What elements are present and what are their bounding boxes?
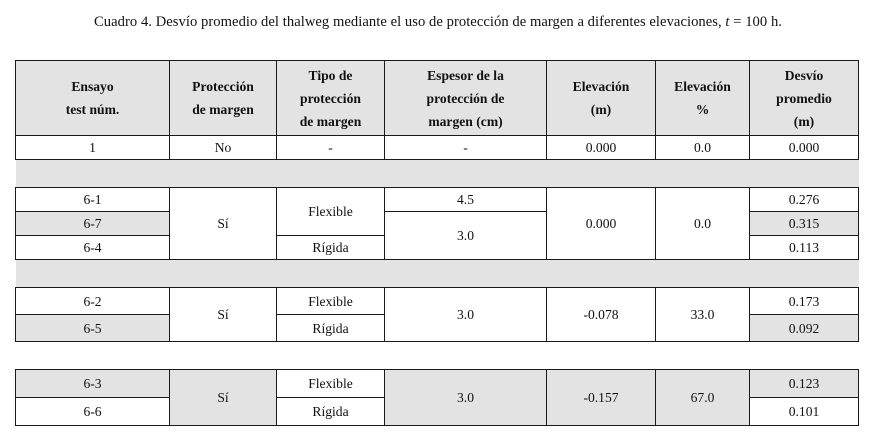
- cell-proteccion: Sí: [170, 370, 277, 426]
- separator-row: [16, 342, 859, 370]
- header-espesor: Espesor de la protección de margen (cm): [385, 61, 547, 136]
- separator-cell: [16, 260, 859, 288]
- cell-elev-m: -0.157: [547, 370, 656, 426]
- cell-desvio: 0.113: [750, 236, 859, 260]
- caption-prefix: Cuadro 4. Desvío promedio del thalweg mediante el uso de protección de margen a diferentes elevaciones,: [93, 14, 726, 30]
- cell-test: 6-4: [16, 236, 170, 260]
- cell-tipo: Flexible: [277, 188, 385, 236]
- cell-elev-m: -0.078: [547, 288, 656, 342]
- cell-proteccion: No: [170, 136, 277, 160]
- table-row: [16, 288, 859, 315]
- header-tipo: Tipo de protección de margen: [277, 61, 385, 136]
- cell-elev-m: 0.000: [547, 136, 656, 160]
- cell-tipo: Flexible: [277, 370, 385, 398]
- table-caption: [0, 14, 876, 31]
- cell-proteccion: Sí: [170, 288, 277, 342]
- cell-test: 6-6: [16, 398, 170, 426]
- cell-espesor: 4.5: [385, 188, 547, 212]
- cell-tipo: Rígida: [277, 236, 385, 260]
- header-ensayo: Ensayo test núm.: [16, 61, 170, 136]
- cell-elev-pct: 0.0: [656, 136, 750, 160]
- cell-test: 6-3: [16, 370, 170, 398]
- cell-test: 6-7: [16, 212, 170, 236]
- cell-elev-pct: 0.0: [656, 188, 750, 260]
- cell-espesor: 3.0: [385, 288, 547, 342]
- cell-desvio: 0.101: [750, 398, 859, 426]
- cell-desvio: 0.276: [750, 188, 859, 212]
- cell-tipo: Flexible: [277, 288, 385, 315]
- cell-espesor: 3.0: [385, 370, 547, 426]
- data-table: [15, 60, 859, 426]
- cell-desvio: 0.315: [750, 212, 859, 236]
- header-elevacion-pct: Elevación %: [656, 61, 750, 136]
- cell-elev-pct: 33.0: [656, 288, 750, 342]
- cell-tipo: Rígida: [277, 398, 385, 426]
- separator-cell: [16, 342, 859, 370]
- cell-desvio: 0.123: [750, 370, 859, 398]
- header-row: [16, 61, 859, 136]
- cell-tipo: Rígida: [277, 315, 385, 342]
- table-row: [16, 370, 859, 398]
- cell-espesor: -: [385, 136, 547, 160]
- header-proteccion: Protección de margen: [170, 61, 277, 136]
- cell-tipo: -: [277, 136, 385, 160]
- table-row: [16, 188, 859, 212]
- cell-desvio: 0.000: [750, 136, 859, 160]
- header-desvio: Desvío promedio (m): [750, 61, 859, 136]
- separator-row: [16, 160, 859, 188]
- cell-espesor: 3.0: [385, 212, 547, 260]
- cell-elev-pct: 67.0: [656, 370, 750, 426]
- cell-test: 6-2: [16, 288, 170, 315]
- cell-test: 6-1: [16, 188, 170, 212]
- cell-proteccion: Sí: [170, 188, 277, 260]
- header-elevacion-m: Elevación (m): [547, 61, 656, 136]
- cell-desvio: 0.173: [750, 288, 859, 315]
- table-row: [16, 136, 859, 160]
- caption-suffix: = 100 h.: [729, 14, 782, 30]
- cell-test: 6-5: [16, 315, 170, 342]
- separator-row: [16, 260, 859, 288]
- cell-test: 1: [16, 136, 170, 160]
- cell-elev-m: 0.000: [547, 188, 656, 260]
- separator-cell: [16, 160, 859, 188]
- cell-desvio: 0.092: [750, 315, 859, 342]
- caption-variable: t: [725, 14, 730, 30]
